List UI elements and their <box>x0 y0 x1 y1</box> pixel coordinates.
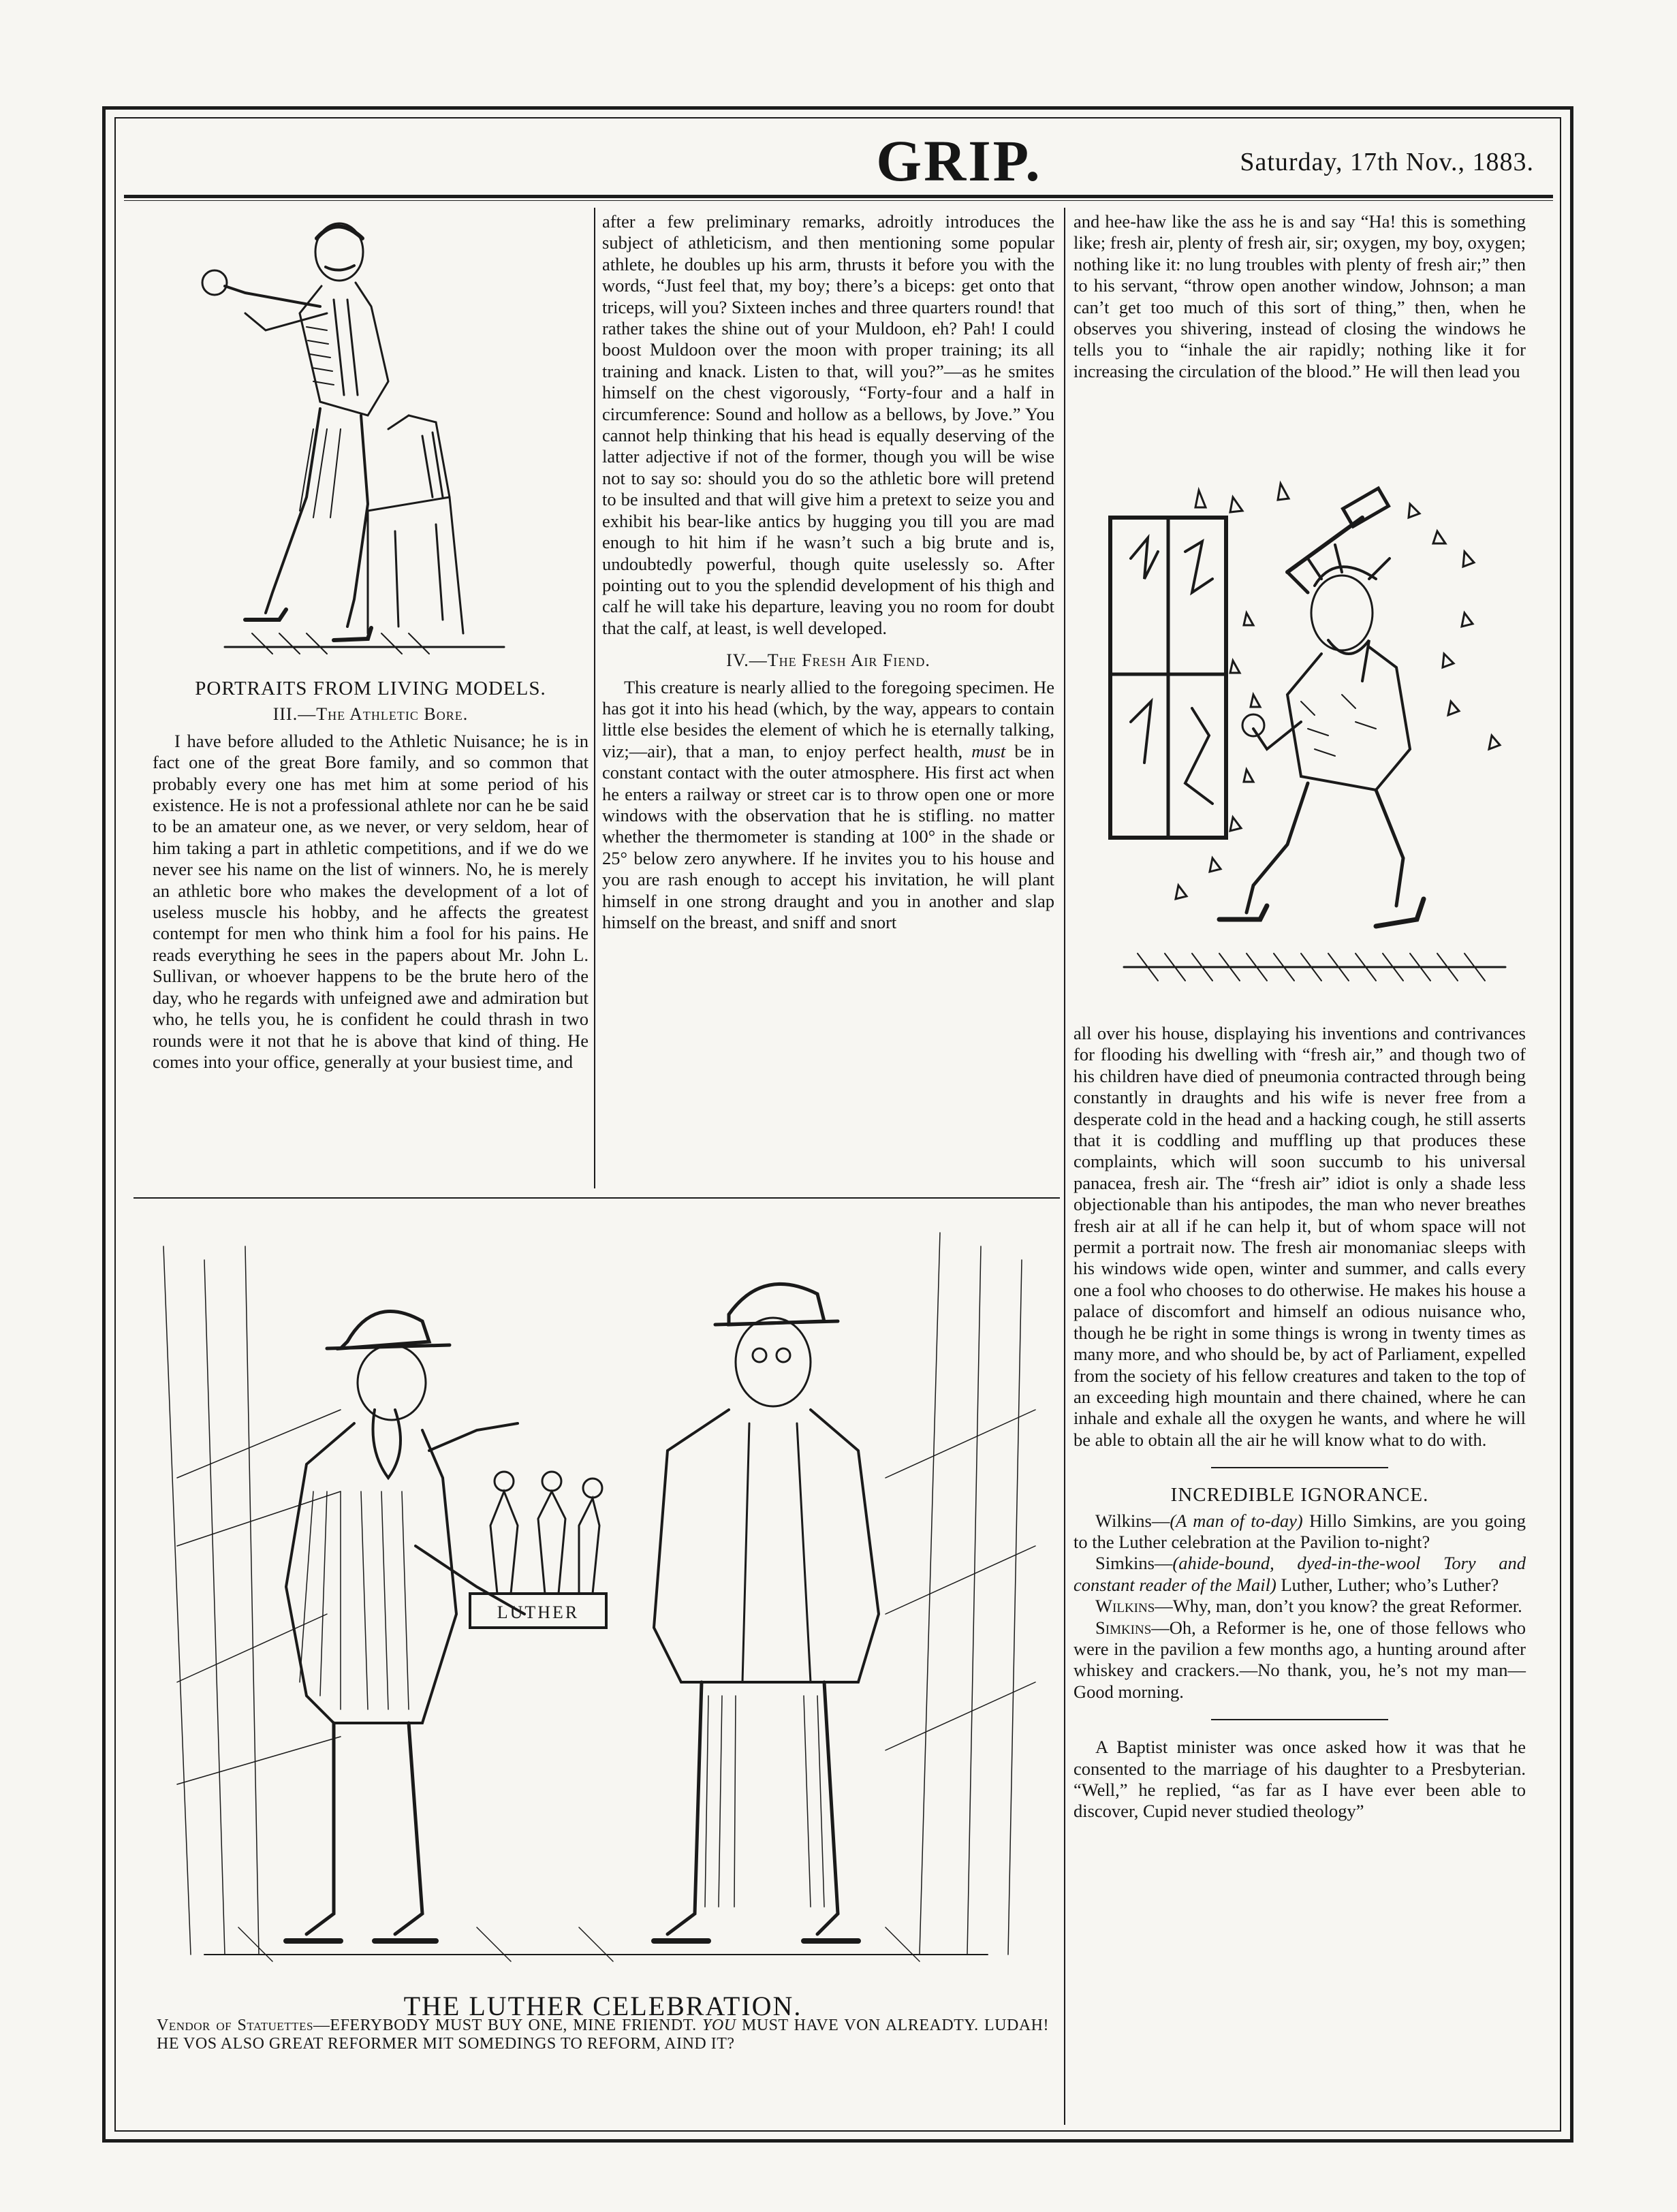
section-divider-1 <box>1211 1467 1388 1468</box>
fresh-air-conclusion: all over his house, displaying his inventions and contrivances for flooding his dwelling with “fresh air,” and though two of his children have died of pneumonia contracted through being constantly in draughts and his wife is never free from a desperate cold in the head and a hacking cough, he still asserts that it is coddling and muffling up that produces these complaints, which will soon succumb to his universal panacea, fresh air. The “fresh air” idiot is only a shade less objectionable than his antipodes, the man who never breathes fresh air at all if he can help it, but of whom space will not permit a portrait now. The fresh air monomaniac sleeps with his windows wide open, winter and summer, and calls every one a fool who chooses to do otherwise. He makes his house a palace of discomfort and himself an odious nuisance who, though he be right in some things is wrong in twenty times as many more, and who should be, by act of Parliament, expelled from the society of his fellow creatures and taken to the top of an exceeding high mountain and there chained, where he can inhale and exhale all the oxygen he wants, and where he will be able to obtain all the air he will know what to do with. <box>1073 1023 1526 1450</box>
masthead-rule-thin <box>124 200 1553 201</box>
column-rule-2 <box>1064 208 1065 2125</box>
ignorance-speaker-wilkins-2: Wilkins <box>1095 1596 1155 1617</box>
fresh-air-paragraph-b: be in constant contact with the outer atmosphere. His first act when he enters a railway or street car is to throw open one or more windows with the observation that he is stifling. no matter whether the thermometer is standing at 100° in the shade or 25° below zero anywhere. If he invites you to his house and you are rash enough to accept his invitation, he will plant himself in one strong draught and you in another and slap himself on the breast, and sniff and snort <box>602 740 1055 932</box>
ignorance-line-1: Wilkins—(A man of to-day) Hillo Simkins, are you going to the Luther celebration at the Pavilion to-night? <box>1073 1510 1526 1552</box>
ignorance-text-4: —Oh, a Reformer is he, one of those fellows who were in the pavilion a few months ago, a hunting around after whiskey and crackers.—No thank, you, he’s not my man—Good morning. <box>1073 1617 1526 1702</box>
cartoon-top-rule <box>134 1197 1060 1199</box>
column-rule-1 <box>594 208 595 1188</box>
ignorance-speaker-simkins-2: Simkins <box>1095 1617 1152 1638</box>
fresh-air-paragraph-a: This creature is nearly allied to the foregoing specimen. He has got it into his head (which, by the way, appears to contain little else besides the element of which he is eternally talking, viz;—air), that a man, to enjoy perfect health, <box>602 676 1054 761</box>
masthead-date: Saturday, 17th Nov., 1883. <box>1240 148 1534 176</box>
ignorance-text-3: —Why, man, don’t you know? the great Reformer. <box>1155 1596 1522 1617</box>
athletic-bore-subheading: III.—The Athletic Bore. <box>272 704 469 725</box>
fresh-air-subheading: IV.—The Fresh Air Fiend. <box>726 650 930 671</box>
ignorance-aside-1: (A man of to-day) <box>1170 1510 1303 1531</box>
fresh-air-paragraph <box>602 677 1054 934</box>
ignorance-text-1: Hillo Simkins, are you going to the Luther celebration at the Pavilion to-night? <box>1073 1510 1526 1552</box>
column-1-article <box>153 674 589 1073</box>
cartoon-caption-speaker: Vendor of Statuettes <box>157 2017 313 2035</box>
fresh-air-emphasis: must <box>971 740 1006 761</box>
ignorance-line-3 <box>1073 1596 1526 1617</box>
section-divider-2 <box>1211 1719 1388 1720</box>
masthead <box>114 120 1561 195</box>
cartoon-caption-text-b: MUST HAVE VON ALREADTY. LUDAH! HE VOS ALSO GREAT REFORMER MIT SOMEDINGS TO REFORM, AIND IT? <box>157 2017 1049 2053</box>
masthead-rule <box>124 195 1553 198</box>
ignorance-line-2: Simkins—(ahide-bound, dyed-in-the-wool Tory and constant reader of the Mail) Luther, Luther; who’s Luther? <box>1073 1553 1526 1595</box>
cartoon-caption-text-a: —EFERYBODY MUST BUY ONE, MINE FRIENDT. <box>313 2017 703 2035</box>
column-3-middle <box>1073 1023 1526 1822</box>
cartoon-caption-title: THE LUTHER CELEBRATION. <box>403 1991 802 2021</box>
cartoon-caption-text <box>157 2017 1049 2053</box>
luther-cartoon-drawing <box>136 1205 1056 1989</box>
luther-cartoon-illustration <box>136 1205 1056 1989</box>
fresh-air-continued: and hee-haw like the ass he is and say “Ha! this is something like; fresh air, plenty of fresh air, sir; oxygen, my boy, oxygen; nothing like it: no lung troubles with plenty of fresh air;” then to his servant, “throw open another window, Johnson; a man can’t get too much of this sort of thing,” then, when he observes you shivering, instead of closing the windows he tells you to “inhale the air rapidly; nothing like it for increasing the circulation of the blood.” He will then lead you <box>1073 211 1526 381</box>
cartoon-caption <box>157 1991 1049 2053</box>
ignorance-aside-2: (ahide-bound, dyed-in-the-wool Tory and constant reader of the Mail) <box>1073 1553 1526 1595</box>
fresh-air-fiend-illustration <box>1083 477 1519 1015</box>
ignorance-heading: INCREDIBLE IGNORANCE. <box>1170 1484 1429 1506</box>
fresh-air-fiend-drawing <box>1083 477 1519 1015</box>
baptist-anecdote: A Baptist minister was once asked how it was that he consented to the marriage of his daughter to a Presbyterian. “Well,” he replied, “as far as I have ever been able to discover, Cupid never studied theology” <box>1073 1737 1526 1822</box>
athletic-bore-illustration <box>163 211 565 661</box>
masthead-title: GRIP. <box>876 128 1042 193</box>
ignorance-text-2: Luther, Luther; who’s Luther? <box>1276 1574 1499 1595</box>
portraits-heading: PORTRAITS FROM LIVING MODELS. <box>195 678 546 699</box>
ignorance-speaker-simkins: Simkins <box>1095 1553 1155 1574</box>
athletic-bore-paragraph: I have before alluded to the Athletic Nuisance; he is in fact one of the great Bore family, and so common that probably every one has met him at some period of his existence. He is not a professional athlete nor can he be said to be an amateur one, as we never, or very seldom, hear of him taking a part in athletic competitions, and if we do we never see his name on the list of winners. No, he is merely an athletic bore who makes the development of a lot of useless muscle his hobby, and he affects the greatest contempt for men who think him a fool for his pains. He reads everything he sees in the papers about Mr. John L. Sullivan, or whoever happens to be the brute hero of the day, who he regards with unfeigned awe and admiration but who, he tells you, he is confident he could thrash in two rounds were it not that he is above that kind of thing. He comes into your office, generally at your busiest time, and <box>153 730 589 1072</box>
column-2-article <box>602 211 1054 933</box>
ignorance-line-4 <box>1073 1617 1526 1703</box>
cartoon-caption-emphasis: YOU <box>702 2017 736 2035</box>
luther-box-label: LUTHER <box>497 1602 580 1622</box>
ignorance-speaker-wilkins: Wilkins <box>1095 1510 1152 1531</box>
column-3-top <box>1073 211 1526 382</box>
athletic-bore-continued: after a few preliminary remarks, adroitly introduces the subject of athleticism, and then mentioning some popular athlete, he doubles up his arm, thrusts it before you with the words, “Just feel that, my boy; there’s a biceps: get onto that triceps, will you? Sixteen inches and three quarters round! that rather takes the shine out of your Muldoon, eh? Pah! I could boost Muldoon over the moon with proper training; its all training and knack. Listen to that, will you?”—as he smites himself on the chest vigorously, “Forty-four and a half in circumference: Sound and hollow as a bellows, by Jove.” You cannot help thinking that his head is equally deserving of the latter adjective if not of the former, though you will be wise not to say so: should you do so the athletic bore will pretend to be insulted and that will give him a pretext to seize you and exhibit his bear-like antics by hugging you till you are mad enough to hit him if he wasn’t such a big brute and is, undoubtedly powerful, though quite uselessly so. After pointing out to you the splendid development of his thigh and calf he will take his departure, leaving you no room for doubt that the calf, at least, is well developed. <box>602 211 1054 638</box>
athletic-bore-drawing <box>163 211 565 661</box>
